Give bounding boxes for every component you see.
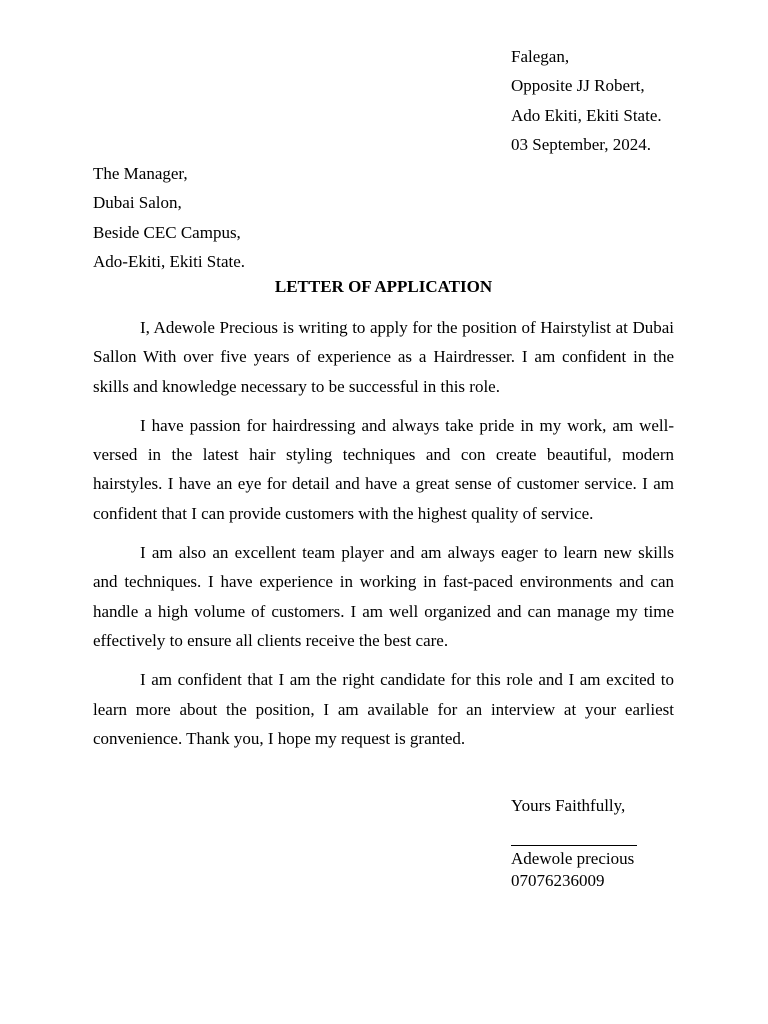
recipient-address-line: Beside CEC Campus, <box>93 222 241 242</box>
body-paragraph: I am also an excellent team player and am always eager to learn new skills and techniques. I have experience in working in fast-paced environments and can handle a high volume of customers. I am well organized and can manage my time effectively to ensure all clients receive the best care. <box>93 543 674 650</box>
signer-name: Adewole precious <box>511 849 635 868</box>
sender-address-line: Opposite JJ Robert, <box>511 76 645 96</box>
letter-title: LETTER OF APPLICATION <box>274 277 493 296</box>
recipient-address-line: Dubai Salon, <box>93 193 182 213</box>
letter-body <box>93 313 674 763</box>
body-paragraph: I have passion for hairdressing and always take pride in my work, am well-versed in the latest hair styling techniques and con create beautiful, modern hairstyles. I have an eye for detail and have a great sense of customer service. I am confident that I can provide customers with the highest quality of service. <box>93 415 674 523</box>
signature-block <box>511 848 634 891</box>
closing-salutation: Yours Faithfully, <box>511 796 626 815</box>
recipient-address-line: Ado-Ekiti, Ekiti State. <box>93 251 246 271</box>
sender-address-line: Falegan, <box>511 47 570 66</box>
sender-address-line: Ado Ekiti, Ekiti State. <box>511 105 662 125</box>
sender-address <box>511 42 662 159</box>
body-paragraph: I am confident that I am the right candidate for this role and I am excited to learn more about the position, I am available for an interview at your earliest convenience. Thank you, I hope my request is granted. <box>93 670 674 748</box>
recipient-address-line: The Manager, <box>93 164 188 183</box>
signer-phone: 07076236009 <box>511 870 605 890</box>
body-paragraph: I, Adewole Precious is writing to apply for the position of Hairstylist at Dubai Sallon With over five years of experience as a Hairdresser. I am confident in the skills and knowledge necessary to be successful in this role. <box>93 318 674 396</box>
signature-line <box>511 845 637 846</box>
recipient-address <box>93 159 245 276</box>
letter-date: 03 September, 2024. <box>511 134 652 154</box>
